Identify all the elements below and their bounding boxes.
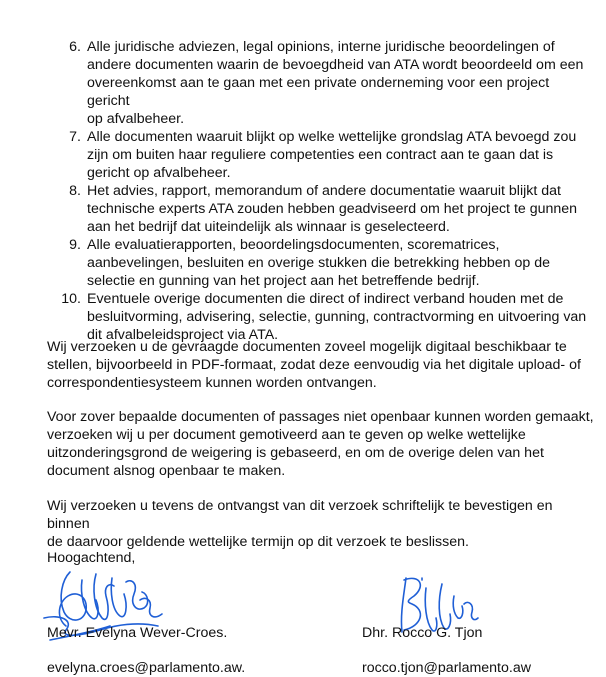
list-item xyxy=(47,128,592,182)
list-item xyxy=(47,182,592,236)
list-number: 8. xyxy=(69,183,81,199)
confirmation-paragraph: Wij verzoeken u tevens de ontvangst van dit verzoek schriftelijk te bevestigen en binnen de daarvoor geldende wettelijke termijn op dit verzoek te beslissen. xyxy=(47,498,553,550)
list-number: 9. xyxy=(69,237,81,253)
signatory-email-right[interactable]: rocco.tjon@parlamento.aw xyxy=(362,660,531,676)
signatory-name-left: Mevr. Evelyna Wever-Croes. xyxy=(47,625,228,641)
list-number: 7. xyxy=(69,129,81,145)
list-item xyxy=(47,290,592,344)
list-number: 6. xyxy=(69,39,81,55)
exceptions-paragraph: Voor zover bepaalde documenten of passages niet openbaar kunnen worden gemaakt, verzoeken wij u per document gemotiveerd aan te geven op welke wettelijke uitzonderingsgrond de weigering is gebaseerd, en om de overige delen van het document alsnog openbaar te maken. xyxy=(47,409,594,479)
list-item xyxy=(47,38,592,128)
list-text: Eventuele overige documenten die direct of indirect verband houden met de besluitvorming, advisering, selectie, gunning, contractvorming en uitvoering van dit afvalbeleidsproject via ATA. xyxy=(87,291,587,343)
signatory-name-right: Dhr. Rocco G. Tjon xyxy=(362,625,483,641)
list-text: Alle documenten waaruit blijkt op welke wettelijke grondslag ATA bevoegd zou zijn om buiten haar reguliere competenties een contract aan te gaan dat is gericht op afvalbeheer. xyxy=(87,129,577,181)
request-list xyxy=(47,38,592,344)
list-text: Alle evaluatierapporten, beoordelingsdocumenten, scorematrices, aanbevelingen, besluiten en overige stukken die betrekking hebben op de selectie en gunning van het project aan het betreffende bedrijf. xyxy=(87,237,551,289)
list-number: 10. xyxy=(61,291,81,307)
closing-salutation: Hoogachtend, xyxy=(47,550,136,566)
list-text: Het advies, rapport, memorandum of andere documentatie waaruit blijkt dat technische experts ATA zouden hebben geadviseerd om het project te gunnen aan het bedrijf dat uiteindelijk als winnaar is geselecteerd. xyxy=(87,183,578,235)
signatory-email-left[interactable]: evelyna.croes@parlamento.aw. xyxy=(47,660,246,676)
list-item xyxy=(47,236,592,290)
list-text: Alle juridische adviezen, legal opinions, interne juridische beoordelingen of andere documenten waarin de bevoegdheid van ATA wordt beoordeeld om een overeenkomst aan te gaan met een private onderneming voor een project gericht op afvalbeheer. xyxy=(87,39,584,127)
digital-request-paragraph: Wij verzoeken u de gevraagde documenten zoveel mogelijk digitaal beschikbaar te stellen, bijvoorbeeld in PDF-formaat, zodat deze eenvoudig via het digitale upload- of correspondentiesysteem kunnen worden ontvangen. xyxy=(47,339,581,391)
